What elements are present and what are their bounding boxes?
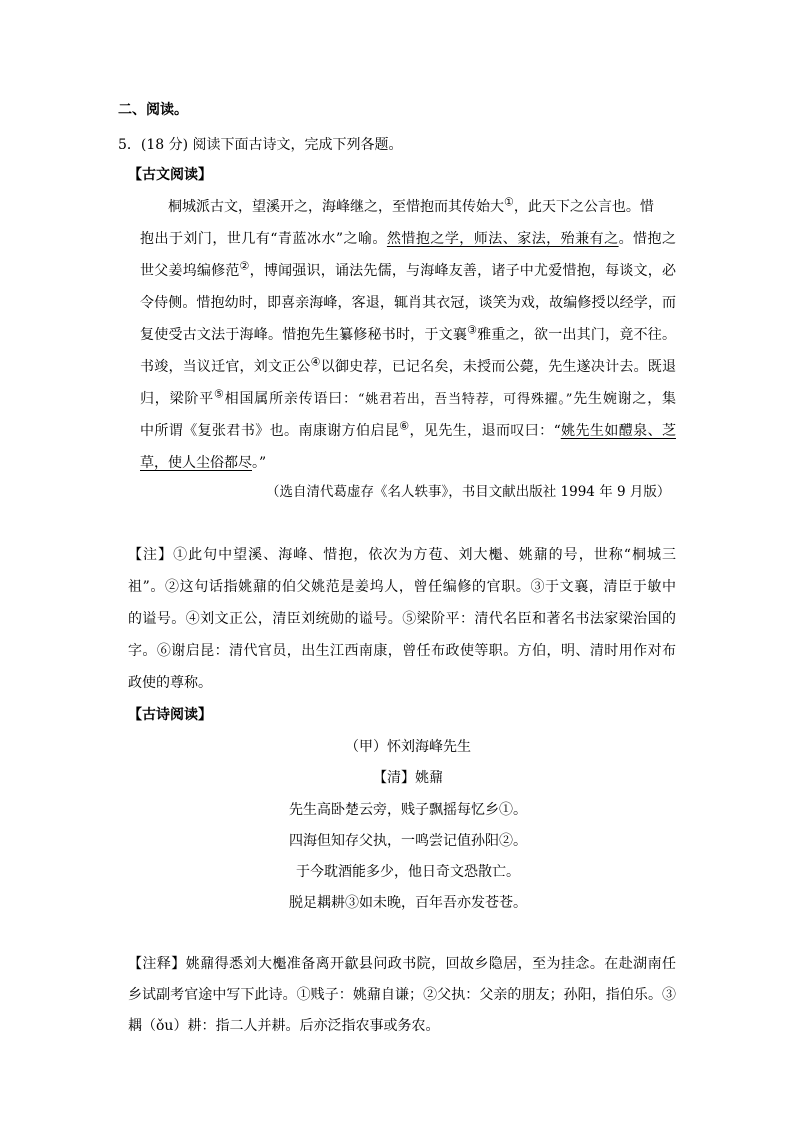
poem-line: 四海但知存父执，一鸣尝记值孙阳②。: [289, 833, 527, 849]
prose-line-8: 中所谓《复张君书》也。南康谢方伯启昆⑥，见先生，退而叹曰：“姚先生如醴泉、芝: [140, 419, 676, 439]
annotation-line-3: 耦（ǒu）耕：指二人并耕。后亦泛指农事或务农。: [128, 1018, 440, 1034]
underlined-phrase: 草，使人尘俗都尽: [140, 455, 252, 471]
prose-line-4: 令侍侧。惜抱幼时，即喜亲海峰，客退，辄肖其衣冠，谈笑为戏，故编修授以经学，而: [140, 295, 676, 311]
prose-line-1: 桐城派古文，望溪开之，海峰继之，至惜抱而其传始大①，此天下之公言也。惜: [168, 195, 654, 215]
annotation-line-1: 【注释】姚鼐得悉刘大櫆准备离开歙县问政书院，回故乡隐居，至为挂念。在赴湖南任: [128, 956, 676, 972]
section-title: 二、阅读。: [118, 102, 188, 118]
note-marker: ④: [310, 355, 321, 369]
note-line-5: 政使的尊称。: [128, 675, 212, 691]
prose-line-6: 书竣，当议迁官，刘文正公④以御史荐，已记名矣，未授而公薨，先生遂决计去。既退: [140, 355, 677, 375]
note-marker: ①: [504, 195, 514, 209]
prose-line-9: 草，使人尘俗都尽。”: [140, 455, 267, 471]
prose-line-3: 世父姜坞编修范②，博闻强识，诵法先儒，与海峰友善，诸子中尤爱惜抱，每谈文，必: [140, 259, 677, 279]
poem-heading: 【古诗阅读】: [128, 707, 212, 723]
note-line-4: 字。⑥谢启昆：清代官员，出生江西南康，曾任布政使等职。方伯，明、清时用作对布: [128, 643, 676, 659]
annotation-line-2: 乡试副考官途中写下此诗。①贱子：姚鼐自谦；②父执：父亲的朋友；孙阳，指伯乐。③: [128, 987, 676, 1003]
note-line-1: 【注】①此句中望溪、海峰、惜抱，依次为方苞、刘大櫆、姚鼐的号，世称“桐城三: [128, 547, 676, 563]
note-marker: ②: [239, 259, 250, 273]
underlined-phrase: 姚先生如醴泉、芝: [560, 423, 676, 439]
poem-author: 【清】姚鼐: [373, 770, 443, 786]
prose-line-2: 抱出于刘门，世几有“青蓝冰水”之喻。然惜抱之学，师法、家法，殆兼有之。惜抱之: [140, 231, 677, 247]
prose-heading: 【古文阅读】: [128, 167, 212, 183]
note-marker: ⑤: [214, 387, 225, 401]
question-prompt: 5．(18 分) 阅读下面古诗文，完成下列各题。: [118, 137, 403, 153]
poem-line: 先生高卧楚云旁，贱子飘摇每忆乡①。: [289, 802, 527, 818]
note-marker: ⑥: [399, 419, 410, 433]
poem-line: 于今耽酒能多少，他日奇文恐散亡。: [296, 864, 520, 880]
poem-line: 脱足耦耕③如未晚，百年吾亦发苍苍。: [289, 895, 527, 911]
note-line-3: 的谥号。④刘文正公，清臣刘统勋的谥号。⑤梁阶平：清代名臣和著名书法家梁治国的: [128, 611, 676, 627]
poem-title: （甲）怀刘海峰先生: [345, 739, 471, 755]
prose-line-5: 复使受古文法于海峰。惜抱先生纂修秘书时，于文襄③雅重之，欲一出其门，竟不往。: [140, 323, 677, 343]
underlined-phrase: 然惜抱之学，师法、家法，殆兼有之: [386, 231, 619, 247]
source-citation: （选自清代葛虚存《名人轶事》，书目文献出版社 1994 年 9 月版）: [266, 484, 671, 500]
note-marker: ③: [467, 323, 478, 337]
note-line-2: 祖”。②这句话指姚鼐的伯父姚范是姜坞人，曾任编修的官职。③于文襄，清臣于敏中: [128, 579, 676, 595]
prose-line-7: 归，梁阶平⑤相国属所亲传语曰：“姚君若出，吾当特荐，可得殊擢。”先生婉谢之，集: [140, 387, 677, 407]
